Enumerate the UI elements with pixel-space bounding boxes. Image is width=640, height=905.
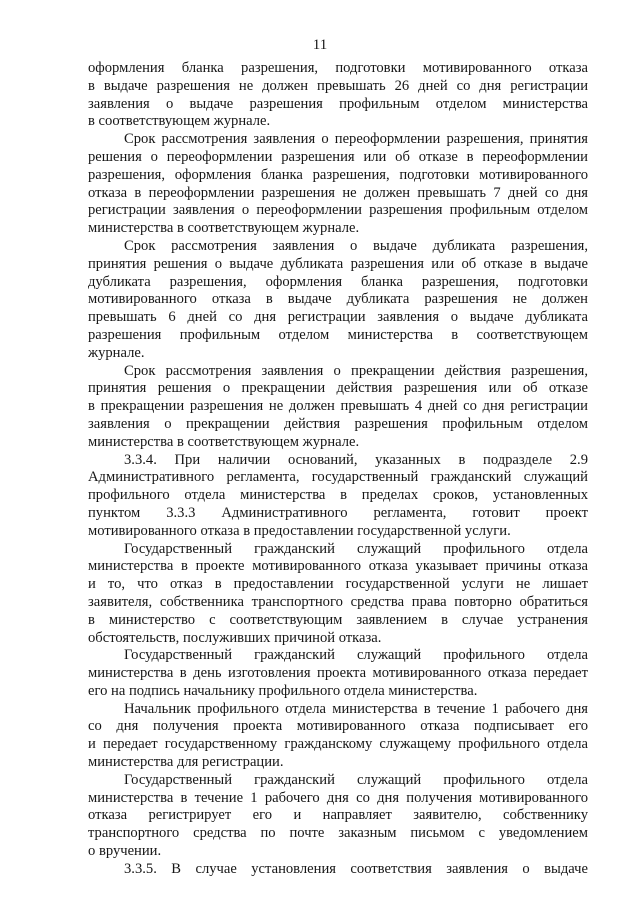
text-line: министерства в день изготовления проекта мотивированного отказа передает xyxy=(88,665,588,682)
paragraph xyxy=(88,60,588,131)
text-line: со дня получения проекта мотивированного отказа подписывает его xyxy=(88,718,588,735)
text-line: 3.3.4. При наличии оснований, указанных в подразделе 2.9 xyxy=(124,451,588,468)
text-line: регистрации заявления о переоформлении разрешения профильным отделом xyxy=(88,202,588,219)
text-line: в министерство с соответствующим заявлением в случае устранения xyxy=(88,611,588,628)
text-line: Государственный гражданский служащий профильного отдела xyxy=(124,647,588,664)
text-line: Срок рассмотрения заявления о прекращении действия разрешения, xyxy=(124,362,588,379)
paragraph xyxy=(88,238,588,363)
text-line: пунктом 3.3.3 Административного регламента, готовит проект xyxy=(88,504,588,521)
text-line: разрешения, оформления бланка разрешения, подготовки мотивированного xyxy=(88,166,588,183)
text-line: обстоятельств, послуживших причиной отказа. xyxy=(88,629,382,646)
text-line: в выдаче разрешения не должен превышать 26 дней со дня регистрации xyxy=(88,77,588,94)
text-line: отказа регистрирует его и направляет заявителю, собственнику xyxy=(88,807,588,824)
paragraph xyxy=(88,772,588,861)
text-line: Начальник профильного отдела министерства в течение 1 рабочего дня xyxy=(124,700,588,717)
text-line: дубликата разрешения, оформления бланка разрешения, подготовки xyxy=(88,273,588,290)
text-line: мотивированного отказа в выдаче дубликата разрешения не должен xyxy=(88,291,588,308)
page-number: 11 xyxy=(312,37,328,53)
paragraph xyxy=(88,131,588,238)
text-line: министерства в течение 1 рабочего дня со дня получения мотивированного xyxy=(88,789,588,806)
text-line: решения о переоформлении разрешения или об отказе в переоформлении xyxy=(88,148,588,165)
text-line: принятия решения о прекращении действия разрешения или об отказе xyxy=(88,380,588,397)
text-line: министерства для регистрации. xyxy=(88,754,284,771)
text-line: превышать 6 дней со дня регистрации заявления о выдаче дубликата xyxy=(88,309,588,326)
text-line: принятия решения о выдаче дубликата разрешения или об отказе в выдаче xyxy=(88,255,588,272)
text-line: Срок рассмотрения заявления о выдаче дубликата разрешения, xyxy=(124,237,588,254)
paragraph xyxy=(88,452,588,541)
text-line: профильного отдела министерства в пределах сроков, установленных xyxy=(88,487,588,504)
paragraph xyxy=(88,363,588,452)
text-line: в соответствующем журнале. xyxy=(88,113,271,130)
text-line: 3.3.5. В случае установления соответствия заявления о выдаче xyxy=(124,860,588,877)
text-line: и то, что отказ в предоставлении государственной услуги не лишает xyxy=(88,576,588,593)
text-line: его на подпись начальнику профильного отдела министерства. xyxy=(88,682,478,699)
text-line: журнале. xyxy=(88,344,145,361)
document-body xyxy=(88,60,588,879)
text-line: мотивированного отказа в предоставлении государственной услуги. xyxy=(88,522,511,539)
text-line: о вручении. xyxy=(88,843,162,860)
text-line: заявления о прекращении действия разрешения профильным отделом xyxy=(88,415,588,432)
text-line: оформления бланка разрешения, подготовки мотивированного отказа xyxy=(88,60,588,76)
paragraph xyxy=(88,861,588,879)
text-line: Административного регламента, государственный гражданский служащий xyxy=(88,469,588,486)
text-line: Срок рассмотрения заявления о переоформлении разрешения, принятия xyxy=(124,131,588,148)
paragraph xyxy=(88,701,588,772)
paragraph xyxy=(88,647,588,700)
text-line: Государственный гражданский служащий профильного отдела xyxy=(124,540,588,557)
text-line: отказа в переоформлении разрешения не должен превышать 7 дней со дня xyxy=(88,184,588,201)
text-line: Государственный гражданский служащий профильного отдела xyxy=(124,771,588,788)
text-line: министерства в соответствующем журнале. xyxy=(88,220,360,237)
text-line: в прекращении разрешения не должен превышать 4 дней со дня регистрации xyxy=(88,398,588,415)
text-line: и передает государственному гражданскому служащему профильного отдела xyxy=(88,736,588,753)
text-line: заявления о выдаче разрешения профильным отделом министерства xyxy=(88,95,588,112)
text-line: министерства в соответствующем журнале. xyxy=(88,433,360,450)
text-line: разрешения профильным отделом министерства в соответствующем xyxy=(88,326,588,343)
paragraph xyxy=(88,541,588,648)
text-line: министерства в проекте мотивированного отказа указывает причины отказа xyxy=(88,558,588,575)
text-line: заявителя, собственника транспортного средства права повторно обратиться xyxy=(88,593,588,610)
text-line: транспортного средства по почте заказным письмом с уведомлением xyxy=(88,825,588,842)
